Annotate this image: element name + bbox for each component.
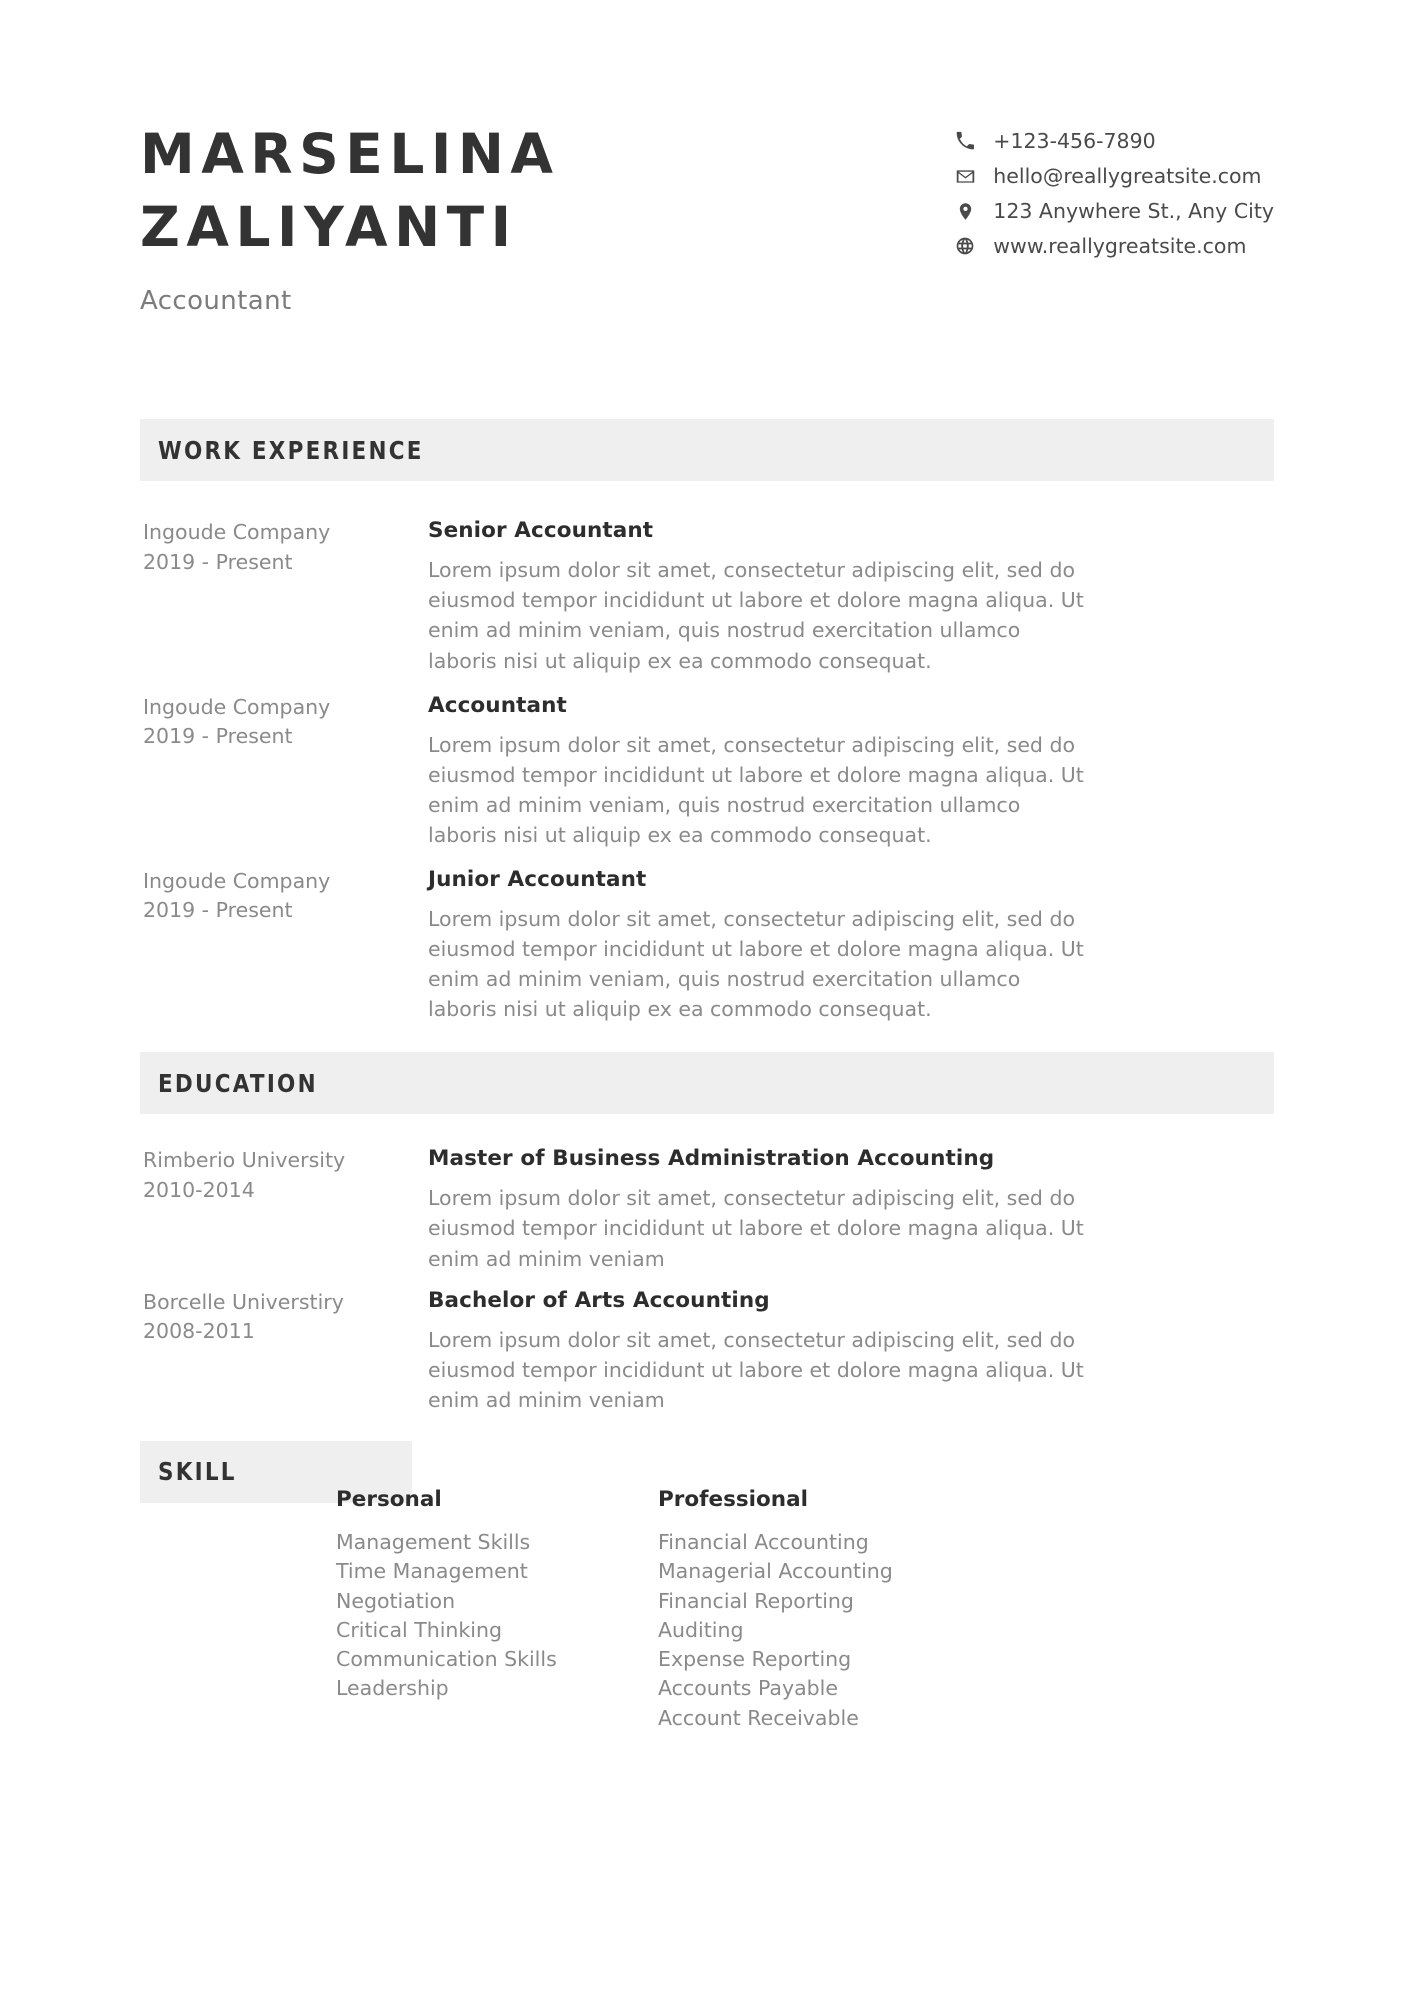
work-entry-description: Lorem ipsum dolor sit amet, consectetur adipiscing elit, sed do eiusmod tempor incididunt ut labore et dolore magna aliqua. Ut enim ad minim veniam, quis nostrud exercitation ullamco laboris nisi ut aliquip ex ea commodo consequat.	[428, 732, 1084, 847]
work-entry-title: Junior Accountant	[428, 867, 647, 893]
identity-block	[140, 118, 559, 316]
contact-value-email: hello@reallygreatsite.com	[993, 163, 1262, 188]
education-entry-title: Bachelor of Arts Accounting	[428, 1287, 770, 1313]
skill-item: Financial Accounting	[658, 1529, 869, 1554]
skill-item: Critical Thinking	[336, 1617, 502, 1642]
education-entry	[140, 1288, 1274, 1415]
name-line-first: MARSELINA	[140, 122, 560, 186]
education-entry-description: Lorem ipsum dolor sit amet, consectetur adipiscing elit, sed do eiusmod tempor incididunt ut labore et dolore magna aliqua. Ut enim ad minim veniam	[428, 1327, 1084, 1412]
section-title-skill: SKILL	[158, 1457, 237, 1487]
education-entries	[0, 1146, 1414, 1415]
work-experience-entries	[0, 518, 1414, 1024]
skill-item: Leadership	[336, 1676, 449, 1701]
skill-item: Management Skills	[336, 1529, 531, 1554]
work-entry-body	[428, 867, 1274, 1024]
skill-item: Managerial Accounting	[658, 1559, 893, 1584]
contact-row-phone[interactable]	[954, 130, 1155, 152]
skill-item: Account Receivable	[658, 1705, 859, 1730]
skill-columns	[336, 1487, 1274, 1733]
work-entry	[140, 518, 1274, 675]
education-entry-description: Lorem ipsum dolor sit amet, consectetur adipiscing elit, sed do eiusmod tempor incididunt ut labore et dolore magna aliqua. Ut enim ad minim veniam	[428, 1186, 1084, 1271]
education-entry	[140, 1146, 1274, 1273]
work-entry-company: Ingoude Company	[143, 869, 331, 894]
resume-header	[0, 0, 1414, 316]
skill-item: Negotiation	[336, 1588, 456, 1613]
job-title: Accountant	[140, 286, 292, 317]
section-title-work-experience: WORK EXPERIENCE	[158, 435, 424, 465]
contact-row-address[interactable]	[954, 200, 1274, 222]
skill-column-heading-professional: Professional	[658, 1486, 808, 1512]
work-entry-title: Accountant	[428, 692, 567, 718]
work-entry-description: Lorem ipsum dolor sit amet, consectetur adipiscing elit, sed do eiusmod tempor incididunt ut labore et dolore magna aliqua. Ut enim ad minim veniam, quis nostrud exercitation ullamco laboris nisi ut aliquip ex ea commodo consequat.	[428, 558, 1084, 673]
skill-item: Communication Skills	[336, 1647, 557, 1672]
education-entry-title: Master of Business Administration Accounting	[428, 1146, 995, 1172]
name-line-last: ZALIYANTI	[140, 195, 518, 260]
skill-column-personal	[336, 1487, 658, 1733]
skill-column-professional	[658, 1487, 893, 1733]
work-entry	[140, 867, 1274, 1024]
work-entry-meta	[140, 867, 428, 926]
section-band-work-experience	[140, 419, 1274, 481]
education-entry-meta	[140, 1146, 428, 1205]
work-entry-meta	[140, 518, 428, 577]
education-entry-period: 2010-2014	[143, 1177, 255, 1202]
education-entry-body	[428, 1288, 1274, 1415]
skill-item: Time Management	[336, 1559, 528, 1584]
work-entry	[140, 693, 1274, 850]
globe-icon	[954, 235, 976, 257]
location-pin-icon	[954, 200, 976, 222]
education-entry-period: 2008-2011	[143, 1318, 255, 1343]
contact-value-phone: +123-456-7890	[993, 128, 1156, 153]
work-entry-description: Lorem ipsum dolor sit amet, consectetur adipiscing elit, sed do eiusmod tempor incididunt ut labore et dolore magna aliqua. Ut enim ad minim veniam, quis nostrud exercitation ullamco laboris nisi ut aliquip ex ea commodo consequat.	[428, 906, 1084, 1022]
skill-item: Accounts Payable	[658, 1676, 838, 1701]
work-entry-company: Ingoude Company	[143, 520, 331, 545]
work-entry-meta	[140, 693, 428, 752]
education-entry-school: Borcelle Universtiry	[143, 1289, 344, 1314]
education-entry-school: Rimberio University	[143, 1148, 346, 1173]
education-entry-meta	[140, 1288, 428, 1347]
contact-block	[954, 130, 1274, 257]
skill-item: Expense Reporting	[658, 1647, 852, 1672]
skill-column-heading-personal: Personal	[336, 1486, 442, 1512]
skill-item: Auditing	[658, 1617, 744, 1642]
work-entry-body	[428, 693, 1274, 850]
work-entry-body	[428, 518, 1274, 675]
work-entry-title: Senior Accountant	[428, 518, 654, 544]
education-entry-body	[428, 1146, 1274, 1273]
contact-value-address: 123 Anywhere St., Any City	[993, 198, 1274, 223]
phone-icon	[954, 130, 976, 152]
work-entry-period: 2019 - Present	[143, 549, 293, 574]
skill-item: Financial Reporting	[658, 1588, 854, 1613]
section-title-education: EDUCATION	[158, 1068, 318, 1098]
section-band-education	[140, 1052, 1274, 1114]
work-entry-period: 2019 - Present	[143, 898, 293, 923]
contact-row-website[interactable]	[954, 235, 1246, 257]
work-entry-company: Ingoude Company	[143, 694, 331, 719]
envelope-icon	[954, 165, 976, 187]
contact-value-website: www.reallygreatsite.com	[993, 233, 1247, 258]
contact-row-email[interactable]	[954, 165, 1261, 187]
work-entry-period: 2019 - Present	[143, 723, 293, 748]
